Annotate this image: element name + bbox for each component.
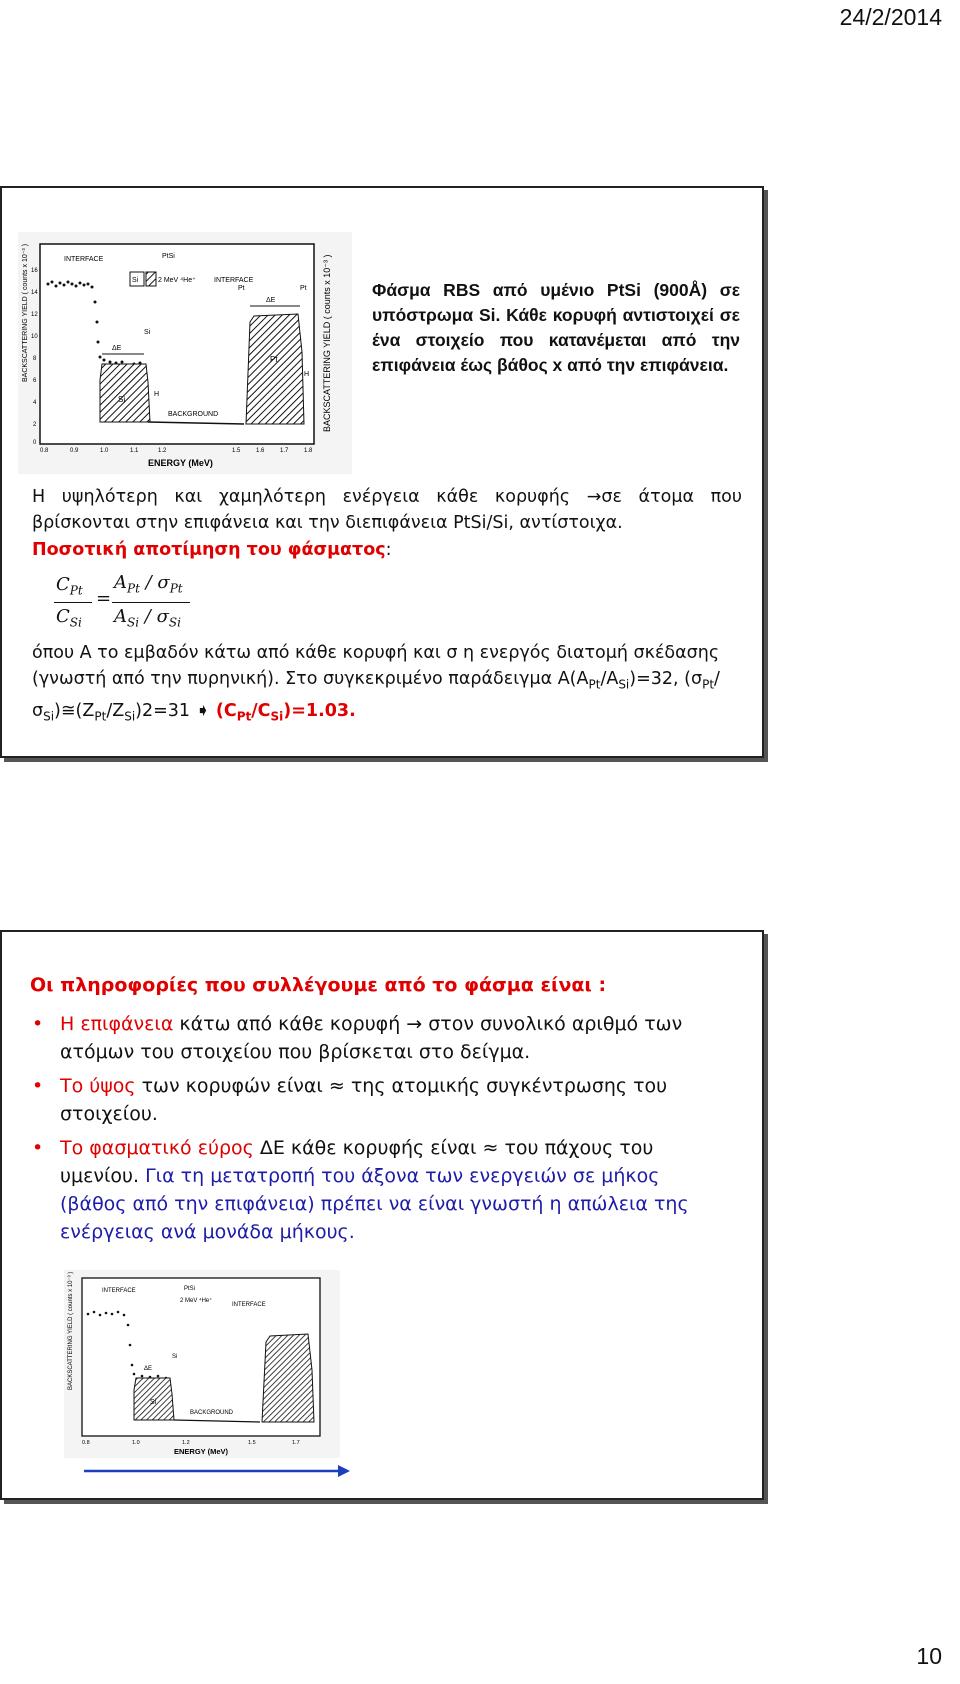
rbs-spectrum-figure-small (64, 1270, 340, 1458)
slide-rbs-spectrum (0, 186, 764, 758)
energy-paragraph: Η υψηλότερη και χαμηλότερη ενέργεια κάθε κορυφής →σε άτομα που βρίσκονται στην επιφάνεια και την διεπιφάνεια PtSi/Si, αντίστοιχα. (32, 487, 742, 533)
y-tick: 8 (33, 356, 37, 362)
y-tick: 2 (33, 422, 37, 428)
si-box-label: Si (132, 277, 139, 284)
x-tick-small: 1.7 (292, 1440, 300, 1446)
interface-left-label: INTERFACE (64, 256, 104, 263)
delta-e-si-label: ΔE (112, 345, 122, 352)
si-edge-label: Si (144, 329, 151, 336)
formula-c-pt: $C_{Pt}$ (56, 574, 83, 598)
formula-equals: = (96, 588, 112, 609)
x-axis-label-small: ENERGY (MeV) (174, 1447, 229, 1456)
slide2-title: Οι πληροφορίες που συλλέγουμε από το φάσμα είναι : (30, 974, 607, 996)
ratio-result: $(C_{Pt}/C_{Si})=1.03$. (215, 700, 356, 723)
bullet-area: • Η επιφάνεια κάτω από κάθε κορυφή → στον συνολικό αριθμό των ατόμων του στοιχείου που βρίσκεται στο δείγμα. (32, 1013, 683, 1063)
y-tick: 0 (33, 440, 37, 446)
quant-heading (32, 540, 392, 560)
slide-spectrum-information (0, 930, 764, 1500)
y-tick: 4 (33, 400, 37, 406)
x-tick: 0.8 (40, 448, 49, 454)
bullet-height: • Το ύψος των κορυφών είναι ≈ της ατομικής συγκέντρωσης του στοιχείου. (32, 1075, 668, 1125)
x-tick: 1.5 (232, 448, 241, 454)
x-tick: 1.8 (304, 448, 313, 454)
si-edge-label-small: Si (172, 1354, 178, 1360)
x-tick-small: 0.8 (82, 1440, 90, 1446)
x-tick: 1.7 (280, 448, 289, 454)
x-tick-small: 1.0 (132, 1440, 140, 1446)
interface-right-label-small: INTERFACE (232, 1302, 266, 1308)
y-tick: 16 (31, 268, 38, 274)
rbs-spectrum-figure (18, 232, 352, 474)
background-label: BACKGROUND (168, 411, 219, 418)
y-axis-label-small: BACKSCATTERING YIELD ( counts x 10⁻³ ) (68, 1271, 74, 1390)
energy-to-depth-arrow (82, 1464, 352, 1478)
y-tick: 10 (31, 334, 38, 340)
info-bullet-list (30, 1010, 730, 1252)
y-axis-label-right: BACKSCATTERING YIELD ( counts x 10⁻³ ) (322, 254, 332, 432)
ratio-formula (52, 574, 212, 634)
beam-label: 2 MeV ⁴He⁺ (158, 277, 196, 284)
x-tick-small: 1.5 (248, 1440, 256, 1446)
example-paragraph: όπου Α το εμβαδόν κάτω από κάθε κορυφή και σ η ενεργός διατομή σκέδασης (γνωστή από την πυρηνική). Στο συγκεκριμένο παράδειγμα $A(A_{Pt}/A_{Si})=32$, $(\sigma_{Pt}/\sigma_{Si})≅(Z_{Pt}/Z_{Si})2=31$ ➧ $(C_{Pt}/C_{Si})=1.03$. (32, 643, 720, 723)
formula-c-si: $C_{Si}$ (56, 606, 82, 630)
si-area-label: Si (118, 395, 126, 404)
y-tick: 12 (31, 312, 38, 318)
h-si-label: H (154, 391, 160, 398)
y-tick: 14 (31, 290, 38, 296)
y-tick: 6 (33, 378, 37, 384)
pt-right-label: Pt (300, 285, 307, 292)
interface-left-label-small: INTERFACE (102, 1288, 136, 1294)
quant-heading-text: Ποσοτική αποτίμηση του φάσματος (32, 540, 386, 560)
bullet-width: • Το φασματικό εύρος ΔΕ κάθε κορυφής είναι ≈ του πάχους του υμενίου. Για τη μετατροπή του άξονα των ενεργειών σε μήκος (βάθος από την επιφάνεια) πρέπει να είναι γνωστή η απώλεια της ενέργειας ανά μονάδα μήκους. (32, 1137, 689, 1243)
beam-label-small: 2 MeV ⁴He⁺ (180, 1298, 213, 1304)
x-tick-small: 1.2 (182, 1440, 190, 1446)
date-header: 24/2/2014 (839, 4, 942, 30)
delta-e-pt-label: ΔE (266, 297, 276, 304)
x-tick: 1.1 (130, 448, 139, 454)
page-number: 10 (916, 1643, 942, 1669)
x-tick: 0.9 (70, 448, 79, 454)
formula-numerator: $A_{Pt} / \sigma_{Pt}$ (114, 572, 183, 596)
x-tick: 1.0 (100, 448, 109, 454)
formula-denominator: $A_{Si} / \sigma_{Si}$ (114, 606, 181, 630)
si-area-label-small: Si (150, 1399, 157, 1406)
x-axis-label: ENERGY (MeV) (148, 458, 213, 468)
h-pt-label: H (304, 371, 310, 378)
quant-heading-colon: : (385, 540, 392, 560)
x-tick: 1.2 (158, 448, 167, 454)
delta-e-si-label-small: ΔE (144, 1366, 153, 1372)
spectrum-caption: Φάσμα RBS από υμένιο PtSi (900Å) σε υπόστρωμα Si. Κάθε κορυφή αντιστοιχεί σε ένα στοιχείο που κατανέμεται από την επιφάνεια έως βάθος x από την επιφάνεια. (372, 280, 740, 375)
ptsi-label: PtSi (162, 253, 175, 260)
pt-area-label: Pt (270, 355, 278, 364)
interface-right-label: INTERFACE (214, 277, 254, 284)
pt-left-label: Pt (238, 285, 245, 292)
x-tick: 1.6 (256, 448, 265, 454)
ptsi-label-small: PtSi (184, 1286, 196, 1292)
background-label-small: BACKGROUND (190, 1410, 234, 1416)
y-axis-label-left: BACKSCATTERING YIELD ( counts x 10⁻³ ) (22, 243, 29, 382)
